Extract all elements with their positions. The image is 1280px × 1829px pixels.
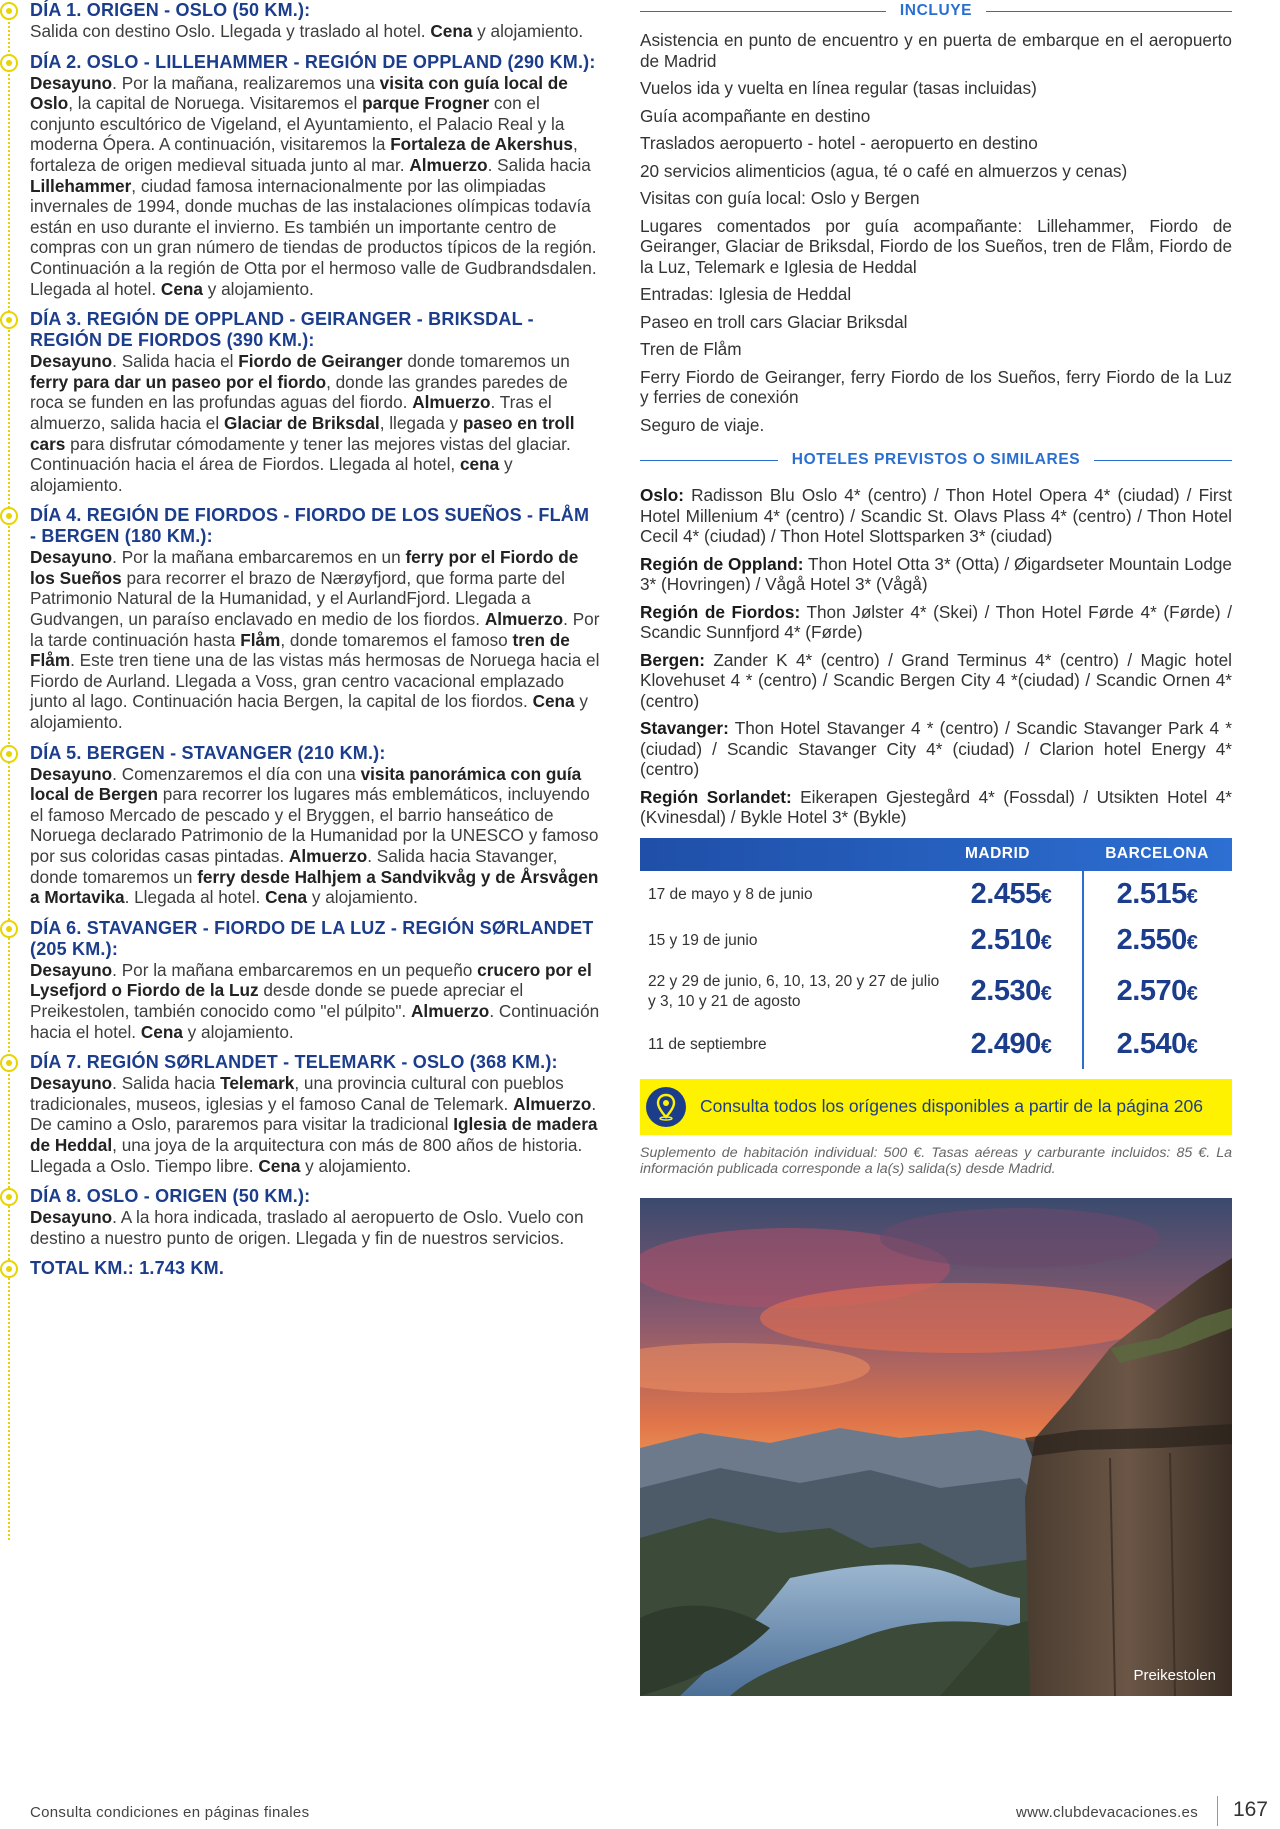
departure-dates: 11 de septiembre [648, 1035, 767, 1053]
body-text: . Salida hacia [487, 154, 591, 175]
timeline-dot-icon [0, 1054, 18, 1072]
highlight-text: Desayuno [30, 959, 113, 980]
hotel-region-list: Radisson Blu Oslo 4* (centro) / Thon Hotel Opera 4* (ciudad) / First Hotel Millenium 4* (centro) / Scandic St. Olavs Plass 4* (centro) / Thon Hotel Cecil 4* (ciudad) / Thon Hotel Slottsparken 3* (ciudad) [640, 485, 1232, 546]
departure-dates: 15 y 19 de junio [648, 931, 758, 949]
hotel-region [640, 554, 1232, 595]
body-text: desde donde se puede apreciar el Preikestolen, también conocido como "el púlpito". [30, 980, 524, 1021]
page-footer [0, 1792, 1280, 1829]
currency-symbol: € [1186, 1036, 1198, 1058]
body-text: . Por la tarde continuación hasta [30, 609, 600, 650]
timeline-dot-icon [0, 1260, 18, 1278]
col-madrid-header: MADRID [965, 845, 1030, 862]
highlight-text: Flåm [240, 629, 281, 650]
body-text: . Salida hacia Stavanger, donde tomaremos un [30, 846, 558, 887]
highlight-text: ferry por el Fiordo de los Sueños [30, 547, 579, 588]
include-item: Asistencia en punto de encuentro y en puerta de embarque en el aeropuerto de Madrid [640, 30, 1232, 71]
price-value: 2.530 [970, 975, 1041, 1007]
website-link[interactable]: www.clubdevacaciones.es [1016, 1804, 1198, 1821]
total-km: TOTAL KM.: 1.743 KM. [30, 1258, 225, 1279]
hotel-region [640, 602, 1232, 643]
departure-dates: 17 de mayo y 8 de junio [648, 885, 813, 903]
body-text: y alojamiento. [300, 1155, 412, 1176]
include-item: Seguro de viaje. [640, 414, 765, 435]
body-text: . A la hora indicada, traslado al aeropuerto de Oslo. Vuelo con destino a nuestro punto de origen. Llegada y fin de nuestros servicios. [30, 1207, 584, 1248]
highlight-text: visita con guía local de Oslo [30, 72, 568, 114]
include-item: 20 servicios alimenticios (agua, té o café en almuerzos y cenas) [640, 160, 1128, 181]
highlight-text: Desayuno [30, 351, 113, 372]
hotel-region-name: Oslo: [640, 485, 684, 505]
highlight-text: tren de Flåm [30, 629, 570, 671]
price-barcelona [1117, 878, 1198, 910]
itinerary-day [0, 52, 600, 300]
day-description [30, 73, 600, 300]
day-title: DÍA 5. BERGEN - STAVANGER (210 KM.): [30, 742, 386, 763]
consult-origins-banner[interactable] [640, 1079, 1232, 1135]
price-table [640, 838, 1232, 1069]
highlight-text: crucero por el Lysefjord o Fiordo de la Luz [30, 959, 592, 1001]
body-text: . De camino a Oslo, pararemos para visitar la tradicional [30, 1093, 597, 1135]
hotels-heading: HOTELES PREVISTOS O SIMILARES [791, 451, 1081, 468]
price-row [640, 1021, 1232, 1069]
itinerary-total [0, 1258, 600, 1279]
divider [986, 11, 1232, 12]
timeline-dot-icon [0, 311, 18, 329]
itinerary-day [0, 0, 600, 42]
highlight-text: Cena [532, 691, 575, 712]
price-barcelona [1117, 1028, 1198, 1060]
departure-dates: 22 y 29 de junio, 6, 10, 13, 20 y 27 de julio y 3, 10 y 21 de agosto [648, 972, 940, 1010]
day-title: DÍA 2. OSLO - LILLEHAMMER - REGIÓN DE OPPLAND (290 KM.): [30, 51, 596, 72]
include-item: Lugares comentados por guía acompañante: Lillehammer, Fiordo de Geiranger, Glaciar de Briksdal, Fiordo de los Sueños, tren de Flåm, Fiordo de la Luz, Telemark e Iglesia de Heddal [640, 215, 1232, 277]
landscape-image [640, 1198, 1232, 1696]
price-barcelona-cell [1082, 1028, 1232, 1061]
highlight-text: Desayuno [30, 763, 113, 784]
hotel-region-list: Thon Hotel Stavanger 4 * (centro) / Scandic Stavanger Park 4 * (ciudad) / Scandic Stavanger City 4* (ciudad) / Clarion hotel Energy 4* (centro) [640, 718, 1232, 779]
body-text: , una joya de la arquitectura con más de 800 años de historia. Llegada a Oslo. Tiempo libre. [30, 1134, 583, 1176]
day-description [30, 764, 600, 908]
body-text: . Por la mañana, realizaremos una [112, 72, 380, 93]
hotels-heading-row [640, 449, 1232, 471]
timeline-dot-icon [0, 745, 18, 763]
body-text: . Comenzaremos el día con una [112, 763, 361, 784]
price-value: 2.540 [1116, 1028, 1187, 1060]
page-number: 167 [1232, 1798, 1268, 1821]
itinerary-days [0, 0, 600, 1248]
photo-caption: Preikestolen [1133, 1666, 1216, 1684]
highlight-text: Cena [160, 278, 203, 299]
hotel-region-name: Bergen: [640, 649, 705, 670]
highlight-text: Glaciar de Briksdal [223, 412, 380, 433]
hotel-region [640, 787, 1232, 828]
day-title: DÍA 6. STAVANGER - FIORDO DE LA LUZ - REGIÓN SØRLANDET (205 KM.): [30, 917, 594, 959]
body-text: , una provincia cultural con pueblos tradicionales, museos, iglesias y el famoso Canal de Telemark. [30, 1073, 564, 1114]
hotel-region [640, 485, 1232, 547]
body-text: y alojamiento. [182, 1021, 294, 1042]
hotel-region-name: Región de Oppland: [640, 553, 804, 574]
includes-list [640, 30, 1232, 435]
day-title: DÍA 4. REGIÓN DE FIORDOS - FIORDO DE LOS SUEÑOS - FLÅM - BERGEN (180 KM.): [30, 505, 590, 547]
info-column [640, 0, 1232, 1696]
highlight-text: cena [459, 454, 500, 475]
price-madrid [971, 975, 1052, 1007]
body-text: para disfrutar cómodamente y tener las mejores vistas del glaciar. Continuación hacia el área de Fiordos. Llegada al hotel, [30, 433, 571, 475]
price-barcelona-cell [1082, 924, 1232, 957]
hotel-region-list: Zander K 4* (centro) / Grand Terminus 4* (centro) / Magic hotel Klovehuset 4 * (centro) / Scandic Bergen City 4 *(ciudad) / Scandic Ornen 4* (centro) [640, 649, 1232, 711]
itinerary-column [0, 0, 600, 1289]
include-item: Ferry Fiordo de Geiranger, ferry Fiordo de los Sueños, ferry Fiordo de la Luz y ferries de conexión [640, 366, 1232, 407]
timeline-dot-icon [0, 54, 18, 72]
day-title: DÍA 8. OSLO - ORIGEN (50 KM.): [30, 1186, 311, 1207]
price-row [640, 871, 1232, 919]
supplement-note: Suplemento de habitación individual: 500 €. Tasas aéreas y carburante incluidos: 85 €. La información publicada corresponde a la(s) salida(s) desde Madrid. [640, 1144, 1232, 1177]
currency-symbol: € [1040, 932, 1052, 954]
highlight-text: Iglesia de madera de Heddal [30, 1114, 598, 1155]
divider [1217, 1796, 1218, 1826]
day-description [30, 547, 600, 732]
day-title: DÍA 3. REGIÓN DE OPPLAND - GEIRANGER - BRIKSDAL - REGIÓN DE FIORDOS (390 KM.): [30, 309, 534, 351]
currency-symbol: € [1186, 886, 1198, 908]
consult-text: Consulta todos los orígenes disponibles a partir de la página 206 [700, 1096, 1203, 1117]
body-text: , donde tomaremos el famoso [280, 629, 513, 650]
price-value: 2.490 [970, 1028, 1041, 1060]
currency-symbol: € [1040, 983, 1052, 1005]
hotel-region [640, 650, 1232, 712]
includes-heading-row [640, 0, 1232, 22]
preikestolen-photo [640, 1198, 1232, 1696]
body-text: , ciudad famosa internacionalmente por las olimpiadas invernales de 1994, donde muchas de las instalaciones olímpicas todavía están en uso durante el invierno. Es también un importante centro de compras con un gran número de tiendas de productos típicos de la región. Continuación a la región de Otta por el hermoso valle de Gudbrandsdalen. Llegada al hotel. [30, 175, 597, 299]
highlight-text: Desayuno [30, 1207, 113, 1228]
highlight-text: Desayuno [30, 1073, 113, 1094]
price-madrid [971, 924, 1052, 956]
body-text: y alojamiento. [202, 278, 314, 299]
currency-symbol: € [1186, 932, 1198, 954]
include-item: Paseo en troll cars Glaciar Briksdal [640, 311, 908, 332]
hotel-region [640, 718, 1232, 780]
timeline-dot-icon [0, 1188, 18, 1206]
price-row [640, 919, 1232, 963]
highlight-text: Desayuno [30, 547, 113, 568]
highlight-text: Cena [140, 1021, 183, 1042]
body-text: . Por la mañana embarcaremos en un pequeño [112, 959, 478, 980]
price-value: 2.510 [970, 924, 1041, 956]
itinerary-day [0, 918, 600, 1042]
highlight-text: Fortaleza de Akershus [390, 134, 573, 155]
body-text: . Por la mañana embarcaremos en un [112, 547, 406, 568]
body-text: , donde las grandes paredes de roca se funden en las profundas aguas del fiordo. [30, 371, 568, 413]
include-item: Tren de Flåm [640, 339, 742, 359]
day-description [30, 1073, 600, 1176]
include-item: Traslados aeropuerto - hotel - aeropuerto en destino [640, 133, 1038, 153]
body-text: para recorrer los lugares más emblemáticos, incluyendo el famoso Mercado de pescado y el Bryggen, el barrio hanseático de Noruega declarado Patrimonio de la Humanidad por la UNESCO y famoso por sus coloridas casas pintadas. [30, 784, 599, 866]
currency-symbol: € [1040, 1036, 1052, 1058]
day-title: DÍA 7. REGIÓN SØRLANDET - TELEMARK - OSLO (368 KM.): [30, 1052, 558, 1073]
price-barcelona-cell [1082, 975, 1232, 1008]
currency-symbol: € [1040, 886, 1052, 908]
day-description [30, 351, 600, 495]
divider [1094, 460, 1232, 461]
hotel-region-name: Stavanger: [640, 718, 729, 738]
timeline-dot-icon [0, 2, 18, 20]
price-value: 2.455 [970, 878, 1041, 910]
highlight-text: Almuerzo [513, 1093, 592, 1114]
body-text: , fortaleza de origen medieval situada junto al mar. [30, 134, 578, 175]
highlight-text: Cena [258, 1155, 301, 1176]
highlight-text: ferry desde Halhjem a Sandvikvåg y de Årsvågen a Mortavika [30, 866, 599, 908]
highlight-text: ferry para dar un paseo por el fiordo [30, 371, 327, 392]
body-text: , llegada y [379, 412, 463, 433]
body-text: donde tomaremos un [402, 351, 570, 372]
price-madrid [971, 878, 1052, 910]
itinerary-day [0, 1186, 600, 1248]
hotel-region-list: Eikerapen Gjestegård 4* (Fossdal) / Utsikten Hotel 4* (Kvinesdal) / Bykle Hotel 3* (Bykle) [640, 786, 1232, 827]
body-text: para recorrer el brazo de Nærøyfjord, que forma parte del Patrimonio Natural de la Humanidad, y el AurlandFjord. Llegada a Gudvangen, un paraíso enclavado en medio de los fiordos. [30, 567, 565, 630]
price-value: 2.570 [1116, 975, 1187, 1007]
itinerary-day [0, 505, 600, 732]
body-text: con el conjunto escultórico de Vigeland, el Ayuntamiento, el Palacio Real y la moderna Ópera. A continuación, visitaremos la [30, 93, 565, 155]
hotel-region-list: Thon Jølster 4* (Skei) / Thon Hotel Førde 4* (Førde) / Scandic Sunnfjord 4* (Førde) [640, 601, 1233, 642]
price-madrid-cell [940, 924, 1082, 957]
price-madrid-cell [940, 878, 1082, 911]
highlight-text: Cena [430, 21, 473, 41]
highlight-text: parque Frogner [362, 93, 490, 114]
timeline-dot-icon [0, 920, 18, 938]
highlight-text: Desayuno [30, 72, 113, 93]
body-text: Salida con destino Oslo. Llegada y traslado al hotel. [30, 21, 431, 41]
price-madrid-cell [940, 975, 1082, 1008]
divider [640, 11, 886, 12]
price-table-body [640, 871, 1232, 1069]
highlight-text: Almuerzo [411, 1000, 490, 1021]
include-item: Guía acompañante en destino [640, 105, 871, 126]
currency-symbol: € [1186, 983, 1198, 1005]
price-barcelona [1117, 975, 1198, 1007]
body-text: . Continuación hacia el hotel. [30, 1000, 600, 1042]
body-text: . Este tren tiene una de las vistas más hermosas de Noruega hacia el Fiordo de Aurland. Llegada a Voss, gran centro vacacional emplazado junto al lago. Continuación hacia Bergen, la capital de los fiordos. [30, 650, 600, 712]
highlight-text: Telemark [220, 1073, 295, 1094]
body-text: . Salida hacia el [112, 351, 239, 372]
body-text: , la capital de Noruega. Visitaremos el [68, 93, 363, 114]
divider [640, 460, 778, 461]
highlight-text: Fiordo de Geiranger [238, 351, 403, 372]
day-title: DÍA 1. ORIGEN - OSLO (50 KM.): [30, 0, 311, 20]
includes-heading: INCLUYE [899, 2, 973, 19]
body-text: y alojamiento. [30, 691, 588, 733]
price-value: 2.515 [1116, 878, 1187, 910]
highlight-text: Almuerzo [288, 846, 368, 866]
hotels-list [640, 485, 1232, 828]
highlight-text: Almuerzo [409, 154, 488, 175]
price-table-header [640, 838, 1232, 871]
body-text: y alojamiento. [30, 454, 513, 495]
hotel-region-name: Región de Fiordos: [640, 601, 801, 622]
conditions-note: Consulta condiciones en páginas finales [30, 1804, 310, 1821]
price-madrid [971, 1028, 1052, 1060]
day-description [30, 1207, 600, 1248]
include-item: Vuelos ida y vuelta en línea regular (tasas incluidas) [640, 78, 1037, 98]
itinerary-day [0, 1052, 600, 1176]
price-madrid-cell [940, 1028, 1082, 1061]
timeline-dot-icon [0, 507, 18, 525]
body-text: . Tras el almuerzo, salida hacia el [30, 392, 552, 433]
body-text: y alojamiento. [472, 21, 584, 41]
hotel-region-list: Thon Hotel Otta 3* (Otta) / Øigardseter Mountain Lodge 3* (Hovringen) / Vågå Hotel 3* (Vågå) [640, 553, 1232, 594]
include-item: Visitas con guía local: Oslo y Bergen [640, 188, 920, 208]
itinerary-day [0, 743, 600, 908]
col-barcelona-header: BARCELONA [1105, 845, 1209, 862]
day-description [30, 960, 600, 1042]
hotel-region-name: Región Sorlandet: [640, 786, 792, 807]
highlight-text: Almuerzo [412, 392, 491, 413]
itinerary-day [0, 309, 600, 495]
price-barcelona-cell [1082, 878, 1232, 911]
map-pin-icon [646, 1087, 686, 1127]
body-text: . Salida hacia [112, 1073, 221, 1094]
body-text: y alojamiento. [307, 887, 418, 908]
highlight-text: visita panorámica con guía local de Bergen [30, 763, 582, 805]
include-item: Entradas: Iglesia de Heddal [640, 284, 852, 304]
body-text: . Llegada al hotel. [124, 887, 266, 908]
highlight-text: Lillehammer [30, 175, 132, 196]
price-barcelona [1117, 924, 1198, 956]
price-value: 2.550 [1116, 924, 1187, 956]
highlight-text: Almuerzo [484, 609, 564, 630]
price-row [640, 963, 1232, 1021]
highlight-text: Cena [265, 887, 308, 908]
highlight-text: paseo en troll cars [30, 412, 575, 454]
day-description [30, 21, 600, 42]
